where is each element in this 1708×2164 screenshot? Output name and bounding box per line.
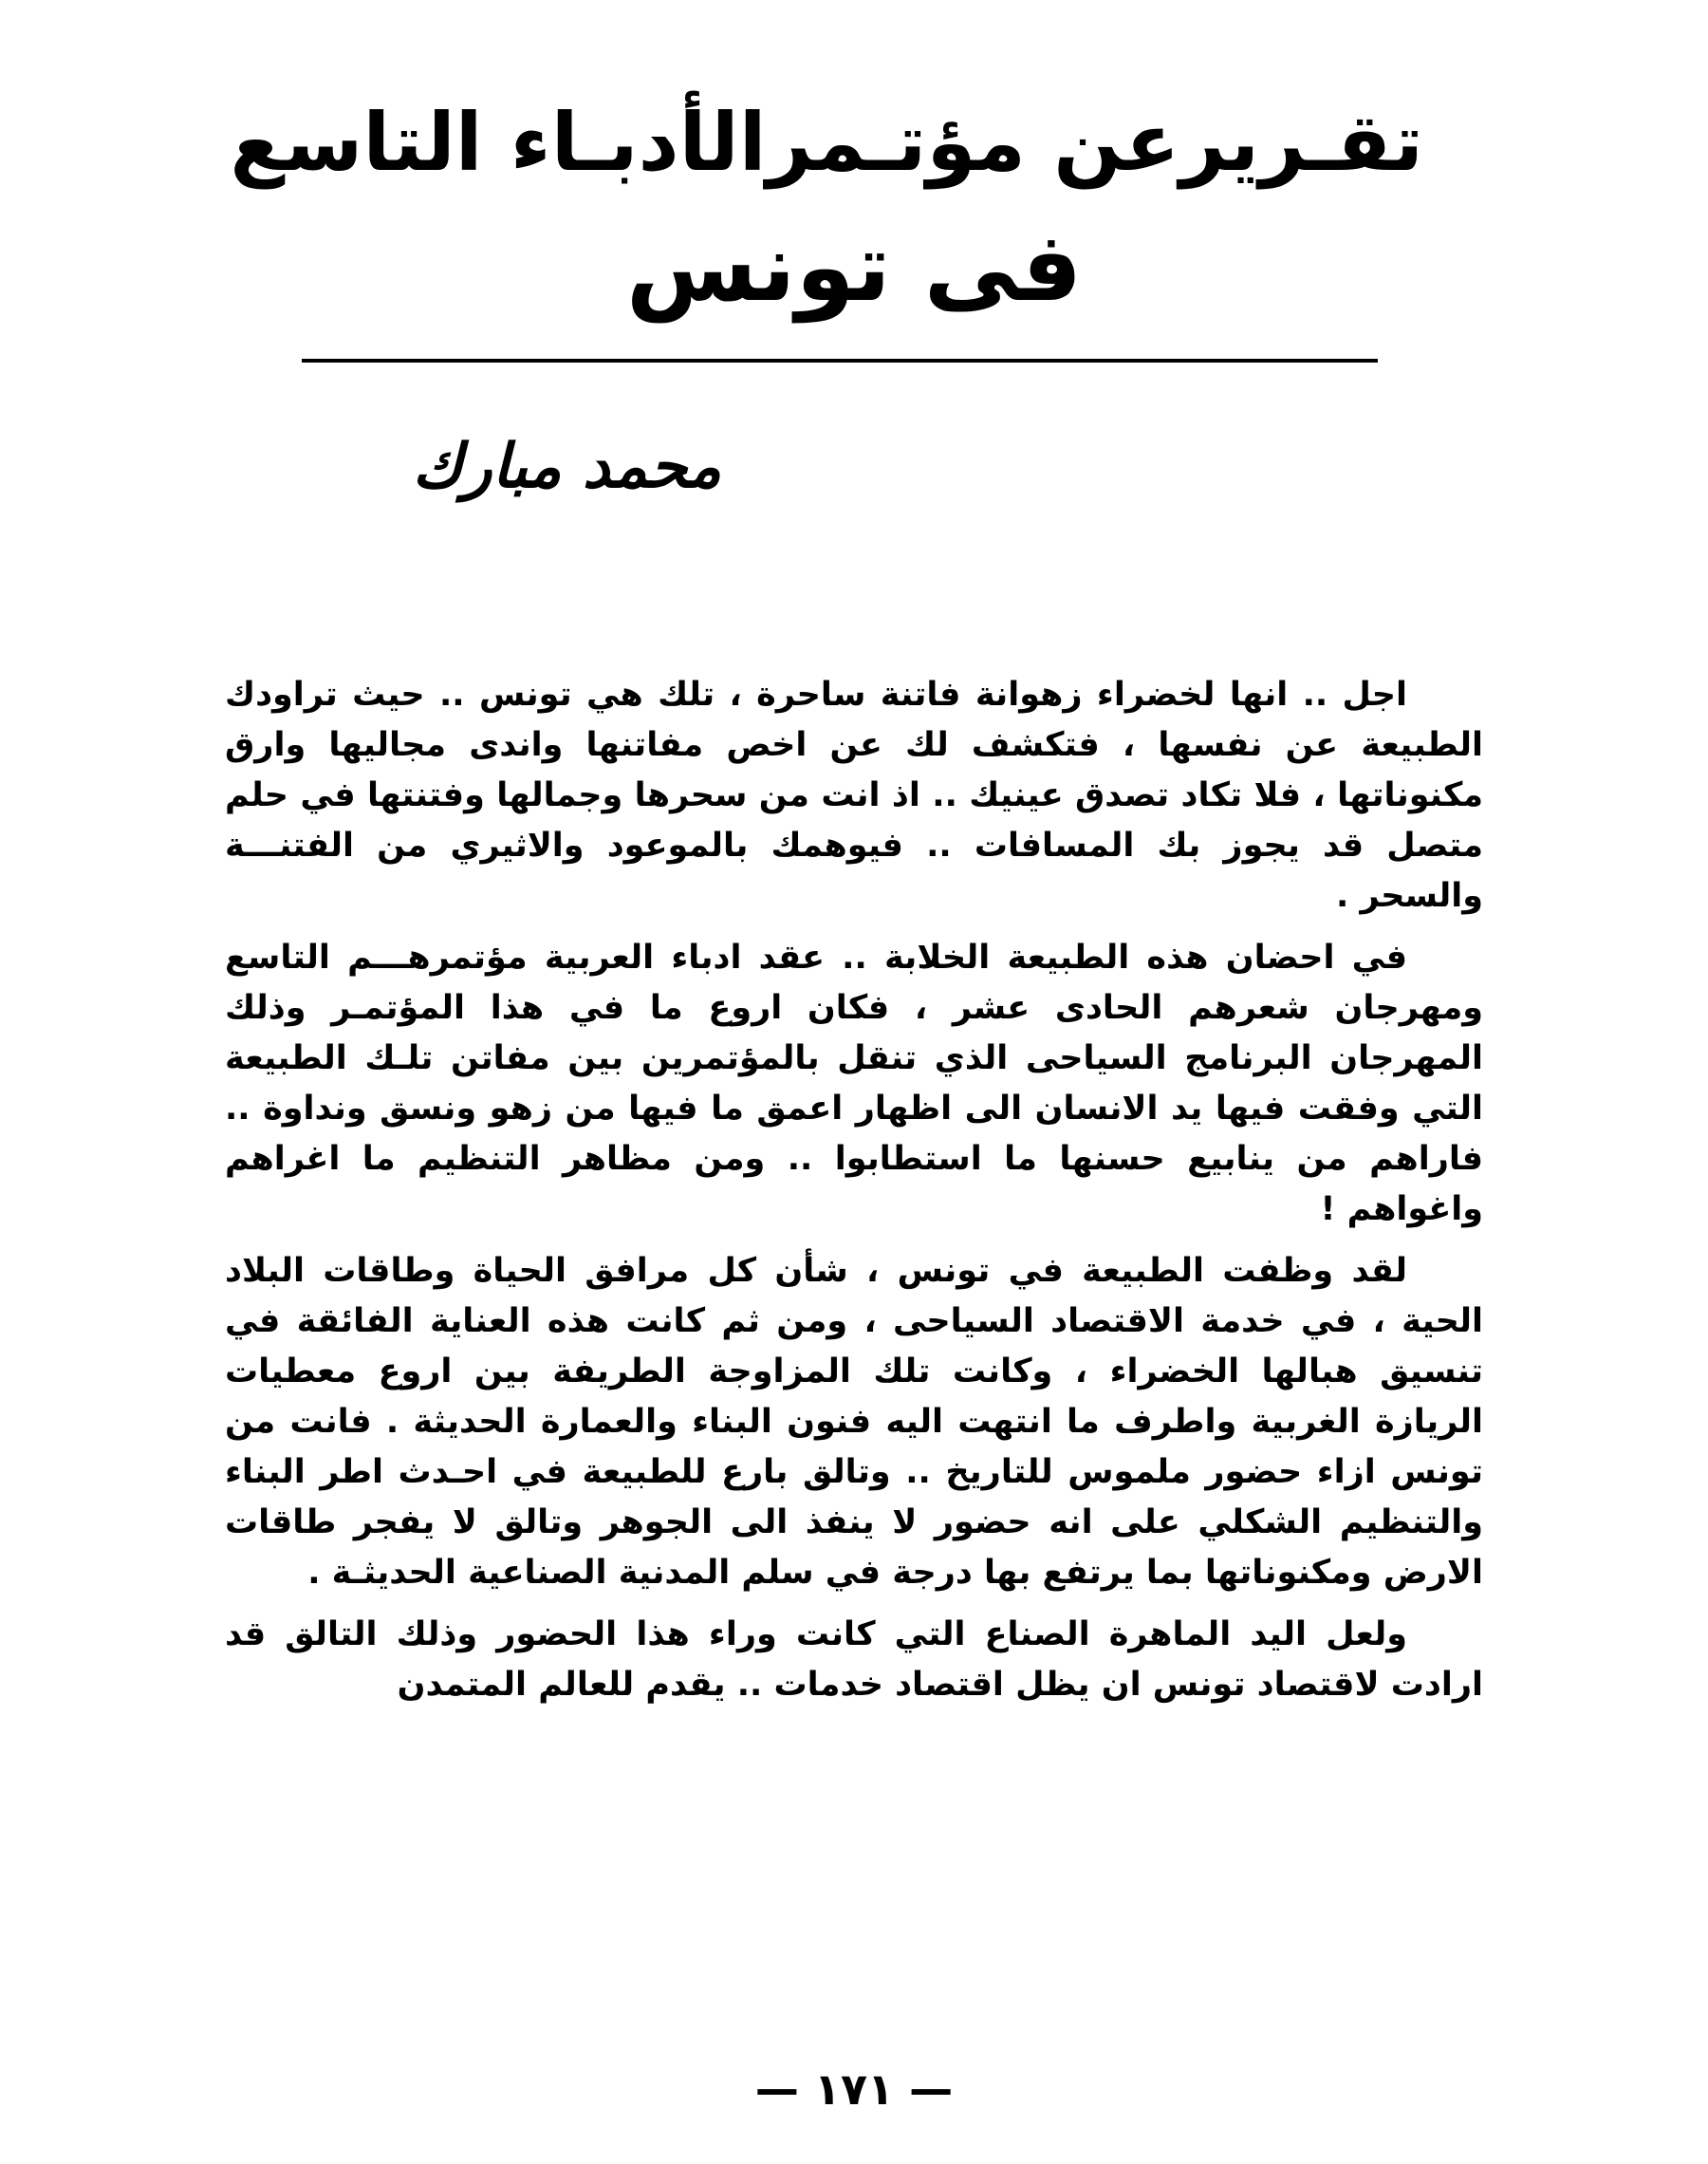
- paragraph-3: لقد وظفت الطبيعة في تونس ، شأن كل مرافق الحياة وطاقات البلاد الحية ، في خدمة الاقتصاد السياحى ، ومن ثم كانت هذه العناية الفائقة في تنسيق هبالها الخضراء ، وكانت تلك المزاوجة الطريفة بين اروع معطيات الريازة الغربية واطرف ما انتهت اليه فنون البناء والعمارة الحديثة . فانت من تونس ازاء حضور ملموس للتاريخ .. وتالق بارع للطبيعة في احـدث اطر البناء والتنظيم الشكلي على انه حضور لا ينفذ الى الجوهر وتالق لا يفجر طاقات الارض ومكنوناتها بما يرتفع بها درجة في سلم المدنية الصناعية الحديثـة .: [225, 1252, 1483, 1592]
- paragraph-2: في احضان هذه الطبيعة الخلابة .. عقد ادباء العربية مؤتمرهـــم التاسع ومهرجان شعرهم الحادى عشر ، فكان اروع ما في هذا المؤتمـر وذلك المهرجان البرنامج السياحى الذي تنقل بالمؤتمرين بين مفاتن تلـك الطبيعة التي وفقت فيها يد الانسان الى اظهار اعمق ما فيها من زهو ونسق ونداوة .. فاراهم من ينابيع حسنها ما استطابوا .. ومن مظاهر التنظيم ما اغراهم واغواهم !: [225, 939, 1483, 1228]
- paragraph-1: اجل .. انها لخضراء زهوانة فاتنة ساحرة ، تلك هي تونس .. حيث تراودك الطبيعة عن نفسها ، فتكشف لك عن اخص مفاتنها واندى مجاليها وارق مكنوناتها ، فلا تكاد تصدق عينيك .. اذ انت من سحرها وجمالها وفتنتها في حلم متصل قد يجوز بك المسافات .. فيوهمك بالموعود والاثيري من الفتنـــة والسحر .: [225, 676, 1483, 915]
- page-number: — ١٧١ —: [754, 2063, 954, 2115]
- article-title: تقـريرعن مؤتـمرالأدبـاء التاسع: [230, 96, 1423, 189]
- title-divider: [302, 359, 1378, 363]
- article-body: [225, 670, 1483, 1722]
- author-signature: محمد مبارك: [412, 431, 721, 502]
- paragraph-4: ولعل اليد الماهرة الصناع التي كانت وراء هذا الحضور وذلك التالق قد ارادت لاقتصاد تونس ان يظل اقتصاد خدمات .. يقدم للعالم المتمدن: [225, 1615, 1483, 1704]
- article-title-second-line: فى تونس: [625, 212, 1083, 323]
